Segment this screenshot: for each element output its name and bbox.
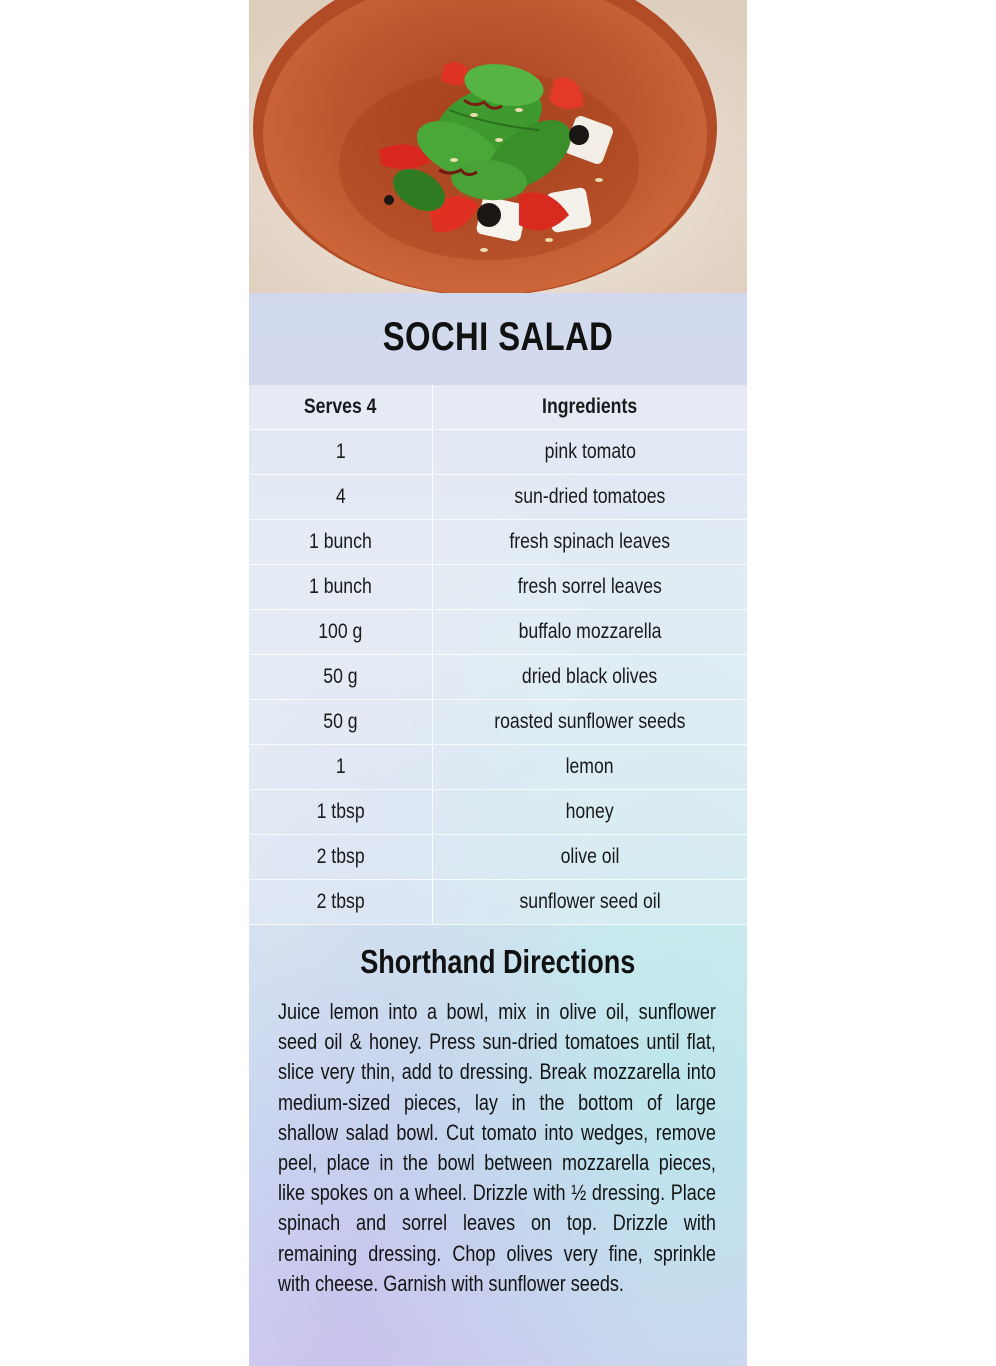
ingredient-cell: olive oil: [433, 835, 748, 880]
amount-cell: 50 g: [249, 655, 433, 700]
table-header-row: [249, 385, 747, 430]
table-row: [249, 565, 747, 610]
directions-heading: Shorthand Directions: [360, 943, 636, 980]
table-row: [249, 880, 747, 925]
ingredient-cell: sunflower seed oil: [433, 880, 748, 925]
amount-cell: 4: [249, 475, 433, 520]
table-row: [249, 835, 747, 880]
table-row: [249, 520, 747, 565]
table-row: [249, 745, 747, 790]
table-row: [249, 430, 747, 475]
table-row: [249, 700, 747, 745]
ingredient-cell: sun-dried tomatoes: [433, 475, 748, 520]
amount-cell: 100 g: [249, 610, 433, 655]
amount-cell: 1 bunch: [249, 520, 433, 565]
ingredients-header: Ingredients: [433, 385, 748, 430]
ingredient-cell: buffalo mozzarella: [433, 610, 748, 655]
ingredient-cell: dried black olives: [433, 655, 748, 700]
amount-cell: 50 g: [249, 700, 433, 745]
salad-photo: [249, 0, 747, 293]
amount-cell: 1 bunch: [249, 565, 433, 610]
directions-text: Juice lemon into a bowl, mix in olive oil, sunflower seed oil & honey. Press sun-dried tomatoes until flat, slice very thin, add to dressing. Break mozzarella into medium-sized pieces, lay in the bottom of large shallow salad bowl. Cut tomato into wedges, remove peel, place in the bowl between mozzarella pieces, like spokes on a wheel. Drizzle with ½ dressing. Place spinach and sorrel leaves on top. Drizzle with remaining dressing. Chop olives very fine, sprinkle with cheese. Garnish with sunflower seeds.: [278, 999, 716, 1296]
recipe-body: [249, 293, 747, 1366]
amount-cell: 1 tbsp: [249, 790, 433, 835]
amount-cell: 2 tbsp: [249, 835, 433, 880]
table-row: [249, 610, 747, 655]
recipe-title: SOCHI SALAD: [382, 315, 614, 359]
amount-cell: 1: [249, 745, 433, 790]
amount-cell: 1: [249, 430, 433, 475]
ingredient-cell: fresh spinach leaves: [433, 520, 748, 565]
ingredient-cell: roasted sunflower seeds: [433, 700, 748, 745]
ingredient-cell: pink tomato: [433, 430, 748, 475]
ingredient-cell: fresh sorrel leaves: [433, 565, 748, 610]
table-row: [249, 655, 747, 700]
table-row: [249, 790, 747, 835]
ingredients-table: [249, 385, 747, 925]
recipe-card: [249, 0, 747, 1366]
amount-cell: 2 tbsp: [249, 880, 433, 925]
table-row: [249, 475, 747, 520]
serves-header: Serves 4: [249, 385, 433, 430]
ingredient-cell: honey: [433, 790, 748, 835]
salad-bowl-photo: [249, 0, 747, 293]
directions-container: [278, 997, 716, 1299]
ingredient-cell: lemon: [433, 745, 748, 790]
